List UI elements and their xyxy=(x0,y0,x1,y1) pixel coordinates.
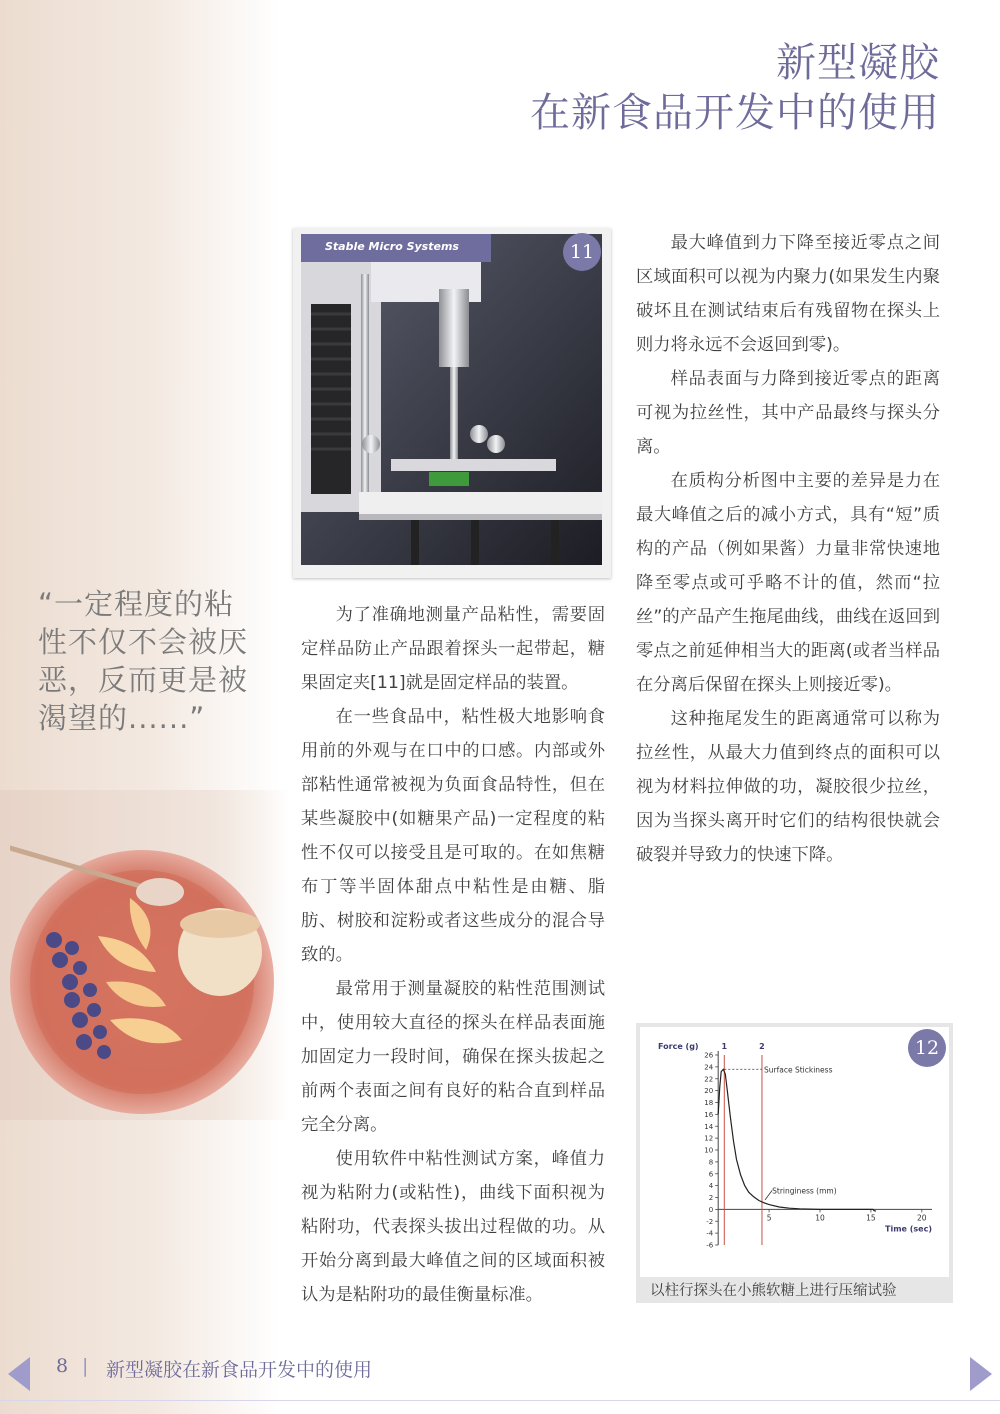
chart-panel xyxy=(640,1027,949,1277)
paragraph: 在质构分析图中主要的差异是力在最大峰值之后的减小方式，具有“短”质构的产品（例如果酱）力量非常快速地降至零点或可乎略不计的值，然而“拉丝”的产品产生拖尾曲线，曲线在返回到零点之前延伸相当大的距离(或者当样品在分离后保留在探头上则接近零)。 xyxy=(636,471,940,695)
y-tick-label: 18 xyxy=(704,1099,714,1107)
y-tick-label: 26 xyxy=(704,1051,714,1060)
annotation-pointer xyxy=(765,1190,772,1200)
paragraph: 最常用于测量凝胶的粘性范围测试中，使用较大直径的探头在样品表面施加固定力一段时间，确保在探头拔起之前两个表面之间有良好的粘合直到样品完全分离。 xyxy=(301,979,605,1135)
paragraph: 使用软件中粘性测试方案，峰值力视为粘附力(或粘性)，曲线下面积视为粘附功，代表探头拔出过程做的功。从开始分离到最大峰值之间的区域面积被认为是粘附功的最佳衡量标准。 xyxy=(301,1149,605,1305)
page-title-line1: 新型凝胶 xyxy=(776,40,940,86)
y-tick-label: 22 xyxy=(704,1075,714,1084)
y-tick-label: 20 xyxy=(704,1087,714,1096)
y-axis-label: Force (g) xyxy=(658,1042,699,1051)
prev-page-arrow-icon[interactable] xyxy=(8,1357,30,1391)
page-footer xyxy=(0,1345,1000,1401)
x-tick-label: 10 xyxy=(815,1213,825,1223)
figure-12-caption: 以柱行探头在小熊软糖上进行压缩试验 xyxy=(650,1283,897,1299)
annotation-label: Stringiness (mm) xyxy=(772,1186,837,1196)
figure-12-frame xyxy=(636,1023,953,1303)
texture-analyser-photo xyxy=(301,234,602,565)
annotation-label: Surface Stickiness xyxy=(764,1065,833,1075)
next-page-arrow-icon[interactable] xyxy=(970,1357,992,1391)
pull-quote: “一定程度的粘性不仅不会被厌恶，反而更是被渴望的......” xyxy=(38,587,249,735)
page-title-line2: 在新食品开发中的使用 xyxy=(530,90,940,136)
paragraph: 样品表面与力降到接近零点的距离可视为拉丝性，其中产品最终与探头分离。 xyxy=(636,369,940,457)
x-tick-label: 5 xyxy=(766,1213,772,1223)
page-number: 8 xyxy=(56,1355,69,1377)
x-tick-label: 15 xyxy=(866,1213,876,1223)
body-column-right xyxy=(636,226,940,872)
y-tick-label: -4 xyxy=(706,1229,714,1238)
footer-separator: | xyxy=(82,1355,89,1377)
dessert-plate-image xyxy=(10,840,285,1120)
y-tick-label: 4 xyxy=(708,1182,714,1191)
y-tick-label: 10 xyxy=(704,1146,714,1155)
y-tick-label: 6 xyxy=(708,1170,714,1179)
y-tick-label: 8 xyxy=(708,1158,714,1167)
y-tick-label: 2 xyxy=(708,1194,714,1202)
figure-11-badge: 11 xyxy=(563,233,601,271)
y-tick-label: 12 xyxy=(704,1134,714,1143)
marker-label: 1 xyxy=(721,1042,728,1051)
paragraph: 这种拖尾发生的距离通常可以称为拉丝性，从最大力值到终点的面积可以视为材料拉伸做的功，凝胶很少拉丝，因为当探头离开时它们的结构很快就会破裂并导致力的快速下降。 xyxy=(636,709,940,865)
body-column-middle xyxy=(301,598,605,1312)
x-tick-label: 20 xyxy=(917,1213,927,1223)
page-title xyxy=(530,38,940,138)
y-tick-label: 14 xyxy=(704,1122,714,1131)
y-tick-label: 0 xyxy=(708,1205,714,1214)
y-tick-label: 16 xyxy=(704,1110,714,1119)
y-tick-label: -6 xyxy=(706,1241,714,1250)
paragraph: 最大峰值到力下降至接近零点之间区域面积可以视为内聚力(如果发生内聚破坏且在测试结束后有残留物在探头上则力将永远不会返回到零)。 xyxy=(636,233,940,355)
figure-11-frame xyxy=(293,228,611,578)
y-tick-label: -2 xyxy=(706,1217,714,1226)
paragraph: 在一些食品中，粘性极大地影响食用前的外观与在口中的口感。内部或外部粘性通常被视为负面食品特性，但在某些凝胶中(如糖果产品)一定程度的粘性不仅可以接受且是可取的。在如焦糖布丁等半固体甜点中粘性是由糖、脂肪、树胶和淀粉或者这些成分的混合导致的。 xyxy=(301,707,605,965)
footer-title: 新型凝胶在新食品开发中的使用 xyxy=(106,1359,373,1381)
x-axis-label: Time (sec) xyxy=(885,1224,932,1234)
footer-rule xyxy=(0,1400,1000,1401)
figure-12-badge: 12 xyxy=(908,1029,946,1067)
force-time-chart xyxy=(640,1027,949,1277)
marker-label: 2 xyxy=(759,1042,765,1051)
brand-label: Stable Micro Systems xyxy=(325,240,459,253)
paragraph: 为了准确地测量产品粘性，需要固定样品防止产品跟着探头一起带起，糖果固定夹[11]就是固定样品的装置。 xyxy=(301,605,605,693)
y-tick-label: 24 xyxy=(704,1063,714,1072)
